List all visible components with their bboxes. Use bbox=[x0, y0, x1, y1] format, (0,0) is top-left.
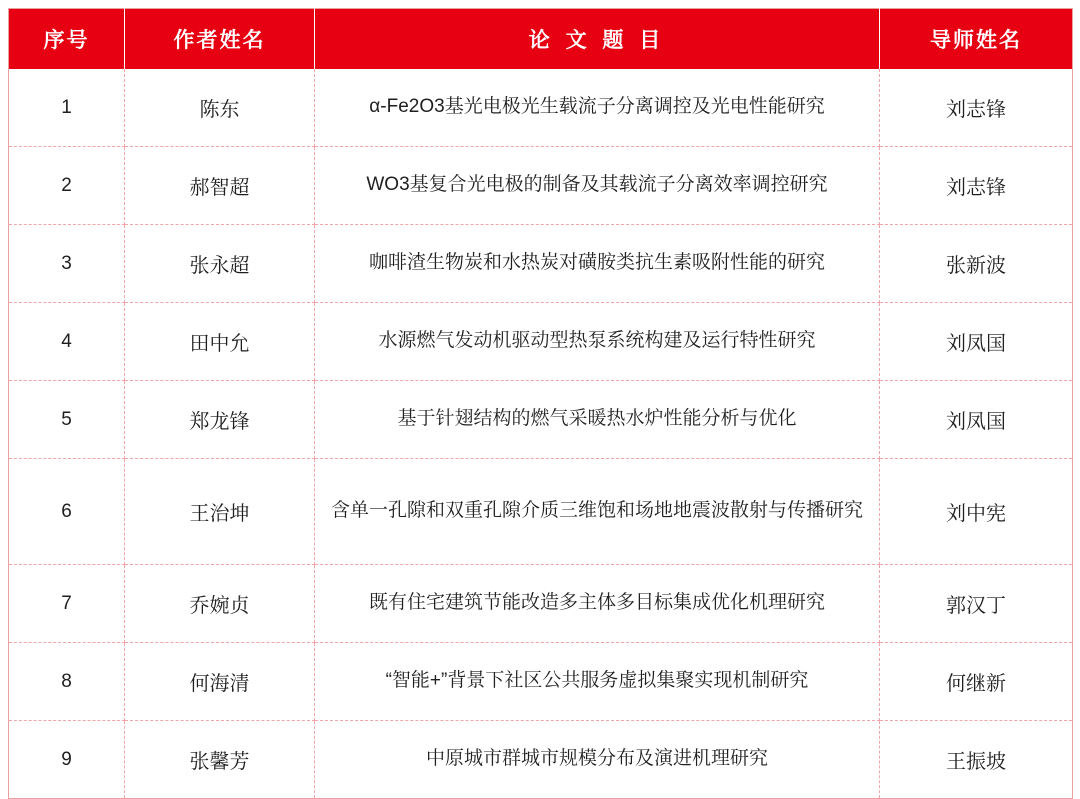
cell-title: “智能+”背景下社区公共服务虚拟集聚实现机制研究 bbox=[315, 643, 880, 721]
table-row bbox=[9, 565, 1073, 643]
cell-index: 4 bbox=[9, 303, 125, 381]
table-row bbox=[9, 721, 1073, 799]
cell-mentor: 王振坡 bbox=[946, 751, 1006, 773]
cell-index: 1 bbox=[9, 69, 125, 147]
column-header-index: 序号 bbox=[9, 9, 125, 70]
cell-mentor: 刘志锋 bbox=[880, 147, 1073, 225]
table-body bbox=[9, 69, 1073, 799]
cell-author: 张永超 bbox=[125, 225, 315, 303]
cell-title: 含单一孔隙和双重孔隙介质三维饱和场地地震波散射与传播研究 bbox=[315, 459, 880, 565]
table-header bbox=[9, 9, 1073, 70]
column-header-mentor: 导师姓名 bbox=[880, 9, 1073, 70]
cell-mentor: 郭汉丁 bbox=[880, 565, 1073, 643]
cell-mentor: 刘凤国 bbox=[880, 381, 1073, 459]
column-header-title: 论 文 题 目 bbox=[315, 9, 880, 70]
cell-title: 中原城市群城市规模分布及演进机理研究 bbox=[315, 721, 880, 799]
cell-author: 郝智超 bbox=[125, 147, 315, 225]
cell-title: 水源燃气发动机驱动型热泵系统构建及运行特性研究 bbox=[315, 303, 880, 381]
table-row bbox=[9, 459, 1073, 565]
cell-author: 王治坤 bbox=[125, 459, 315, 565]
cell-index: 2 bbox=[9, 147, 125, 225]
cell-title: 既有住宅建筑节能改造多主体多目标集成优化机理研究 bbox=[315, 565, 880, 643]
cell-mentor: 何继新 bbox=[880, 643, 1073, 721]
table-row bbox=[9, 69, 1073, 147]
cell-title: 基于针翅结构的燃气采暖热水炉性能分析与优化 bbox=[315, 381, 880, 459]
column-header-author: 作者姓名 bbox=[125, 9, 315, 70]
cell-index: 8 bbox=[9, 643, 125, 721]
cell-index: 9 bbox=[9, 721, 125, 799]
cell-mentor: 刘中宪 bbox=[880, 459, 1073, 565]
cell-title: 咖啡渣生物炭和水热炭对磺胺类抗生素吸附性能的研究 bbox=[315, 225, 880, 303]
cell-mentor: 刘志锋 bbox=[880, 69, 1073, 147]
cell-index: 5 bbox=[9, 381, 125, 459]
cell-author: 陈东 bbox=[125, 69, 315, 147]
cell-author: 郑龙锋 bbox=[125, 381, 315, 459]
cell-title: α-Fe2O3基光电极光生载流子分离调控及光电性能研究 bbox=[315, 69, 880, 147]
thesis-table bbox=[8, 8, 1073, 799]
table-row bbox=[9, 225, 1073, 303]
cell-mentor: 刘凤国 bbox=[880, 303, 1073, 381]
table-row bbox=[9, 643, 1073, 721]
cell-author: 田中允 bbox=[125, 303, 315, 381]
table-row bbox=[9, 147, 1073, 225]
cell-mentor: 张新波 bbox=[880, 225, 1073, 303]
cell-title: WO3基复合光电极的制备及其载流子分离效率调控研究 bbox=[315, 147, 880, 225]
table-row bbox=[9, 303, 1073, 381]
table-header-row bbox=[9, 9, 1073, 70]
cell-index: 7 bbox=[9, 565, 125, 643]
cell-author: 乔婉贞 bbox=[125, 565, 315, 643]
cell-index: 6 bbox=[9, 459, 125, 565]
cell-author: 何海清 bbox=[125, 643, 315, 721]
cell-index: 3 bbox=[9, 225, 125, 303]
cell-author: 张馨芳 bbox=[125, 721, 315, 799]
table-row bbox=[9, 381, 1073, 459]
